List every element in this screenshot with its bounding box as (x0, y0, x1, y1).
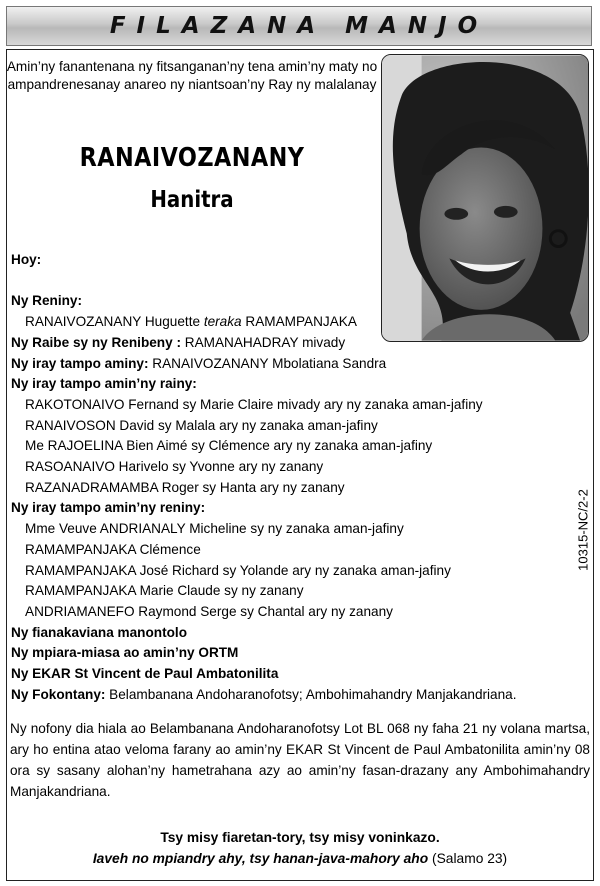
reniny-maiden: RAMAMPANJAKA (241, 314, 357, 330)
fokontany-label: Ny Fokontany: (11, 686, 106, 702)
intro-text: Amin’ny fanantenana ny fitsanganan’ny tena amin’ny maty no ampandrenesanay anareo ny niantsoan’ny Ray ny malalanay (6, 59, 378, 92)
list-item: RAMAMPANJAKA Marie Claude sy ny zanany (25, 583, 304, 599)
tampo-rainy-label: Ny iray tampo amin’ny rainy: (11, 376, 197, 392)
reniny-teraka: teraka (203, 314, 242, 330)
reniny-entry (11, 312, 576, 333)
header-banner (6, 6, 592, 46)
list-item: RANAIVOSON David sy Malala ary ny zanaka aman-jafiny (25, 417, 378, 433)
footer-verse: Iaveh no mpiandry ahy, tsy hanan-java-mahory aho (92, 851, 429, 866)
fokontany-entry (11, 685, 576, 706)
deceased-last-name: RANAIVOZANANY (79, 143, 305, 173)
raibe-label: Ny Raibe sy ny Renibeny : (11, 334, 181, 350)
funeral-details: Ny nofony dia hiala ao Belambanana Andoharanofotsy Lot BL 068 ny faha 21 ny volana martsa, ary ho entina atao veloma farany ao amin’ny EKAR St Vincent de Paul Ambatonilita amin’ny 08 ora sy sasany alohan’ny hametrahana azy ao amin’ny fasan-drazany any Ambohimahandry Manjakandriana. (10, 721, 590, 799)
footer-reference: (Salamo 23) (428, 851, 508, 866)
reniny-label: Ny Reniny: (11, 293, 83, 309)
tampo-aminy-entry (11, 354, 576, 375)
list-item: RAMAMPANJAKA Clémence (25, 541, 201, 557)
list-item: ANDRIAMANEFO Raymond Serge sy Chantal ary ny zanany (25, 603, 393, 619)
tampo-aminy-label: Ny iray tampo aminy: (11, 355, 149, 371)
tampo-reniny-label: Ny iray tampo amin’ny reniny: (11, 500, 206, 516)
raibe-value: RAMANAHADRAY mivady (180, 334, 346, 350)
footer-verse-line (6, 851, 594, 866)
tampo-aminy-value: RANAIVOZANANY Mbolatiana Sandra (148, 355, 387, 371)
footer-notice: Tsy misy fiaretan-tory, tsy misy voninkazo. (160, 830, 440, 845)
spacer (11, 271, 576, 292)
mpiara-miasa-entry: Ny mpiara-miasa ao amin’ny ORTM (11, 645, 239, 661)
list-item: RAMAMPANJAKA José Richard sy Yolande ary ny zanaka aman-jafiny (25, 562, 451, 578)
list-item: RAKOTONAIVO Fernand sy Marie Claire mivady ary ny zanaka aman-jafiny (25, 396, 483, 412)
list-item: Me RAJOELINA Bien Aimé sy Clémence ary ny zanaka aman-jafiny (25, 438, 433, 454)
reniny-name: RANAIVOZANANY Huguette (25, 314, 204, 330)
list-item: RAZANADRAMAMBA Roger sy Hanta ary ny zanany (25, 479, 345, 495)
fianakaviana-entry: Ny fianakaviana manontolo (11, 624, 188, 640)
family-list (11, 250, 576, 705)
deceased-first-name: Hanitra (150, 187, 234, 213)
ekar-entry: Ny EKAR St Vincent de Paul Ambatonilita (11, 666, 279, 682)
reference-code: 10315-NC/2-2 (575, 489, 591, 571)
list-item: Mme Veuve ANDRIANALY Micheline sy ny zanaka aman-jafiny (25, 521, 404, 537)
raibe-entry (11, 333, 576, 354)
page-title: FILAZANA MANJO (109, 13, 489, 39)
hoy-label: Hoy: (11, 252, 42, 267)
fokontany-value: Belambanana Andoharanofotsy; Ambohimahandry Manjakandriana. (105, 686, 517, 702)
list-item: RASOANAIVO Harivelo sy Yvonne ary ny zanany (25, 459, 324, 475)
